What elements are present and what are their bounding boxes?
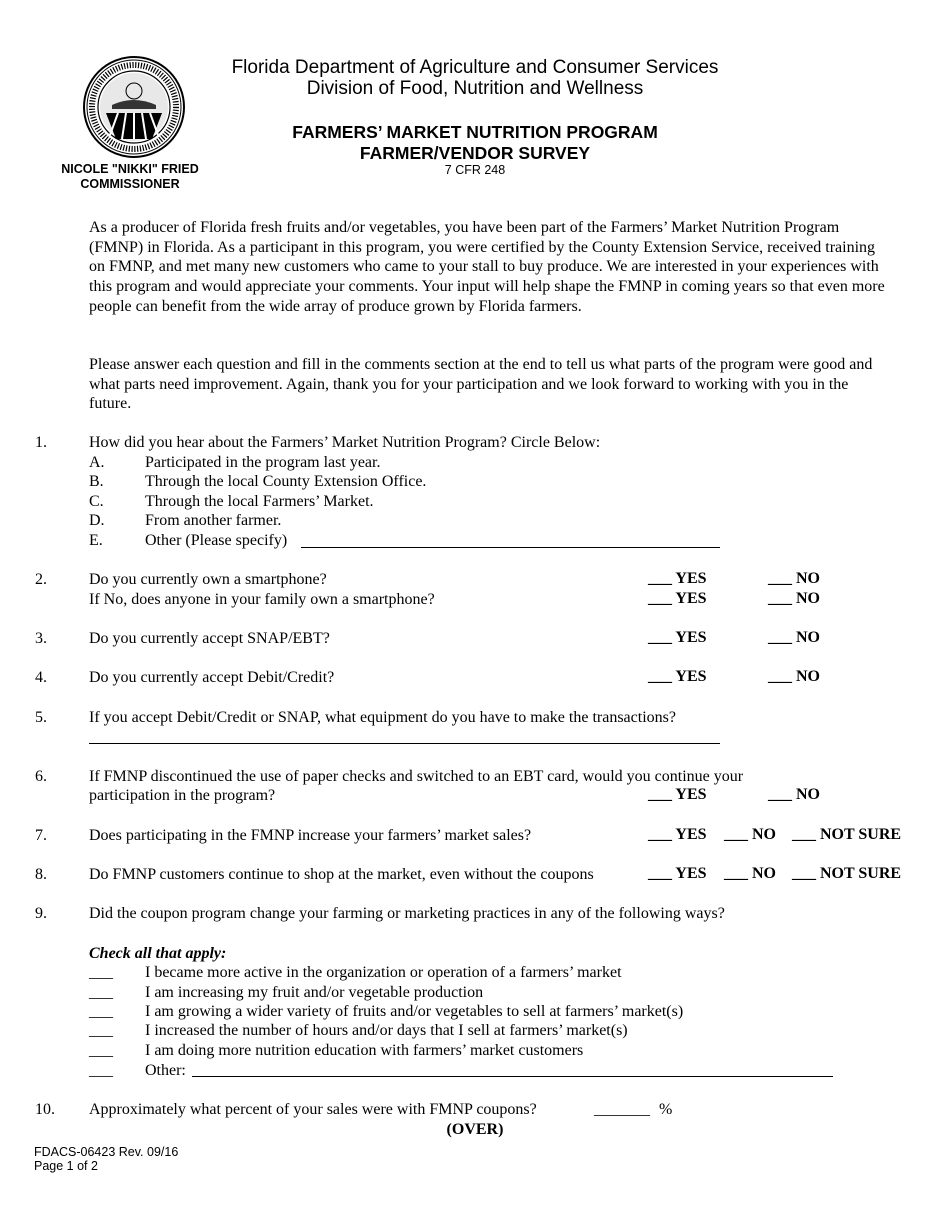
q2-no-label: NO — [796, 570, 820, 587]
q2b-yes-option[interactable] — [648, 590, 707, 608]
form-id: FDACS-06423 Rev. 09/16 — [34, 1145, 179, 1159]
program-title: FARMERS’ MARKET NUTRITION PROGRAM — [292, 122, 658, 142]
survey-title: FARMER/VENDOR SURVEY — [359, 143, 591, 163]
q2-yes-label: YES — [675, 570, 707, 587]
q2-followup-text: If No, does anyone in your family own a smartphone? — [89, 591, 435, 608]
q8-text: Do FMNP customers continue to shop at the market, even without the coupons — [89, 866, 594, 883]
q2b-yes-blank: ___ — [648, 590, 672, 607]
q7-number: 7. — [35, 827, 47, 844]
q10-percent-unit: % — [659, 1101, 673, 1118]
q9-check-blank-5[interactable]: ___ — [89, 1042, 113, 1059]
q7-no-blank: ___ — [724, 826, 748, 843]
q4-yes-blank: ___ — [648, 668, 672, 685]
q1-number: 1. — [35, 434, 47, 451]
q7-not-sure-option[interactable] — [792, 826, 901, 844]
q2b-no-blank: ___ — [768, 590, 792, 607]
q2-yes-option[interactable] — [648, 570, 707, 588]
q1-text: How did you hear about the Farmers’ Market Nutrition Program? Circle Below: — [89, 434, 601, 451]
q9-number: 9. — [35, 905, 47, 922]
q3-no-option[interactable] — [768, 629, 820, 647]
q8-no-option[interactable] — [724, 865, 776, 883]
q9-check-blank-1[interactable]: ___ — [89, 964, 113, 981]
q3-number: 3. — [35, 630, 47, 647]
q3-text: Do you currently accept SNAP/EBT? — [89, 630, 330, 647]
q6-number: 6. — [35, 768, 47, 785]
q1-option-b[interactable]: Through the local County Extension Office. — [145, 473, 427, 490]
q2-no-blank: ___ — [768, 570, 792, 587]
q9-other-field[interactable] — [192, 1076, 833, 1077]
q3-yes-option[interactable] — [648, 629, 707, 647]
q9-option-5: I am doing more nutrition education with farmers’ market customers — [145, 1042, 584, 1059]
q4-text: Do you currently accept Debit/Credit? — [89, 669, 335, 686]
q3-yes-blank: ___ — [648, 629, 672, 646]
q1-option-b-letter: B. — [89, 473, 104, 490]
q8-yes-option[interactable] — [648, 865, 707, 883]
q8-yes-label: YES — [675, 865, 707, 882]
q1-option-c[interactable]: Through the local Farmers’ Market. — [145, 493, 374, 510]
q1-option-a-letter: A. — [89, 454, 105, 471]
q9-option-1: I became more active in the organization or operation of a farmers’ market — [145, 964, 622, 981]
q4-yes-option[interactable] — [648, 668, 707, 686]
q7-yes-label: YES — [675, 826, 707, 843]
q9-check-blank-2[interactable]: ___ — [89, 984, 113, 1001]
q7-text: Does participating in the FMNP increase your farmers’ market sales? — [89, 827, 532, 844]
q7-no-label: NO — [752, 826, 776, 843]
q10-number: 10. — [35, 1101, 55, 1118]
q9-option-4: I increased the number of hours and/or days that I sell at farmers’ market(s) — [145, 1022, 628, 1039]
commissioner-title: COMMISSIONER — [80, 177, 180, 191]
q9-text: Did the coupon program change your farming or marketing practices in any of the following ways? — [89, 905, 725, 922]
q3-no-label: NO — [796, 629, 820, 646]
q9-instruction: Check all that apply: — [89, 945, 227, 962]
department-name: Florida Department of Agriculture and Consumer Services — [231, 57, 719, 78]
q2-no-option[interactable] — [768, 570, 820, 588]
q3-no-blank: ___ — [768, 629, 792, 646]
intro-paragraph-1: As a producer of Florida fresh fruits and/or vegetables, you have been part of the Farmers’ Market Nutrition Program (FMNP) in Florida. As a participant in this program, you were certified by the County Extension Service, received training on FMNP, and met many new customers who came to your stall to buy produce. We are interested in your experiences with this program and would appreciate your comments. Your input will help shape the FMNP in coming years so that even more people can benefit from the wide array of produce grown by Florida farmers. — [89, 219, 885, 315]
q1-other-specify-field[interactable] — [301, 547, 720, 548]
q9-option-other: Other: — [145, 1062, 186, 1079]
q4-yes-label: YES — [675, 668, 707, 685]
q9-option-3: I am growing a wider variety of fruits and/or vegetables to sell at farmers’ market(s) — [145, 1003, 684, 1020]
q8-not-sure-option[interactable] — [792, 865, 901, 883]
q7-no-option[interactable] — [724, 826, 776, 844]
q2b-no-label: NO — [796, 590, 820, 607]
q9-check-blank-3[interactable]: ___ — [89, 1003, 113, 1020]
q7-yes-option[interactable] — [648, 826, 707, 844]
q7-yes-blank: ___ — [648, 826, 672, 843]
q10-text: Approximately what percent of your sales were with FMNP coupons? — [89, 1101, 537, 1118]
q9-check-blank-4[interactable]: ___ — [89, 1022, 113, 1039]
q1-option-e-letter: E. — [89, 532, 103, 549]
q5-text: If you accept Debit/Credit or SNAP, what equipment do you have to make the transactions? — [89, 709, 676, 726]
q6-yes-label: YES — [675, 786, 707, 803]
division-name: Division of Food, Nutrition and Wellness — [306, 78, 644, 99]
q6-no-label: NO — [796, 786, 820, 803]
q6-yes-blank: ___ — [648, 786, 672, 803]
q10-percent-field[interactable]: _______ — [594, 1101, 650, 1118]
q2-number: 2. — [35, 571, 47, 588]
q4-no-option[interactable] — [768, 668, 820, 686]
q8-no-blank: ___ — [724, 865, 748, 882]
q6-no-option[interactable] — [768, 786, 820, 804]
q4-no-blank: ___ — [768, 668, 792, 685]
q2b-yes-label: YES — [675, 590, 707, 607]
q8-no-label: NO — [752, 865, 776, 882]
q2b-no-option[interactable] — [768, 590, 820, 608]
q8-not-sure-label: NOT SURE — [820, 865, 902, 882]
q1-option-c-letter: C. — [89, 493, 104, 510]
q1-option-d[interactable]: From another farmer. — [145, 512, 282, 529]
q8-number: 8. — [35, 866, 47, 883]
intro-paragraph-2: Please answer each question and fill in the comments section at the end to tell us what parts of the program were good and what parts need improvement. Again, thank you for your participation and we look forward to working with you in the future. — [89, 356, 873, 413]
regulation-reference: 7 CFR 248 — [444, 163, 506, 177]
commissioner-name: NICOLE "NIKKI" FRIED — [61, 162, 199, 176]
q8-yes-blank: ___ — [648, 865, 672, 882]
department-seal-icon — [82, 55, 186, 159]
q7-not-sure-label: NOT SURE — [820, 826, 902, 843]
q2-text: Do you currently own a smartphone? — [89, 571, 327, 588]
q9-check-blank-6[interactable]: ___ — [89, 1062, 113, 1079]
q7-not-sure-blank: ___ — [792, 826, 816, 843]
q6-text-line2: participation in the program? — [89, 787, 276, 804]
q4-no-label: NO — [796, 668, 820, 685]
q1-option-d-letter: D. — [89, 512, 105, 529]
q1-option-e[interactable]: Other (Please specify) — [145, 532, 288, 549]
q8-not-sure-blank: ___ — [792, 865, 816, 882]
q3-yes-label: YES — [675, 629, 707, 646]
q6-text-line1: If FMNP discontinued the use of paper checks and switched to an EBT card, would you continue your — [89, 768, 744, 785]
q1-option-a[interactable]: Participated in the program last year. — [145, 454, 381, 471]
page-number: Page 1 of 2 — [34, 1159, 98, 1173]
q6-no-blank: ___ — [768, 786, 792, 803]
q5-number: 5. — [35, 709, 47, 726]
q6-yes-option[interactable] — [648, 786, 707, 804]
q9-option-2: I am increasing my fruit and/or vegetable production — [145, 984, 484, 1001]
over-indicator: (OVER) — [446, 1121, 504, 1138]
q4-number: 4. — [35, 669, 47, 686]
q2-yes-blank: ___ — [648, 570, 672, 587]
q5-answer-field[interactable] — [89, 743, 720, 744]
